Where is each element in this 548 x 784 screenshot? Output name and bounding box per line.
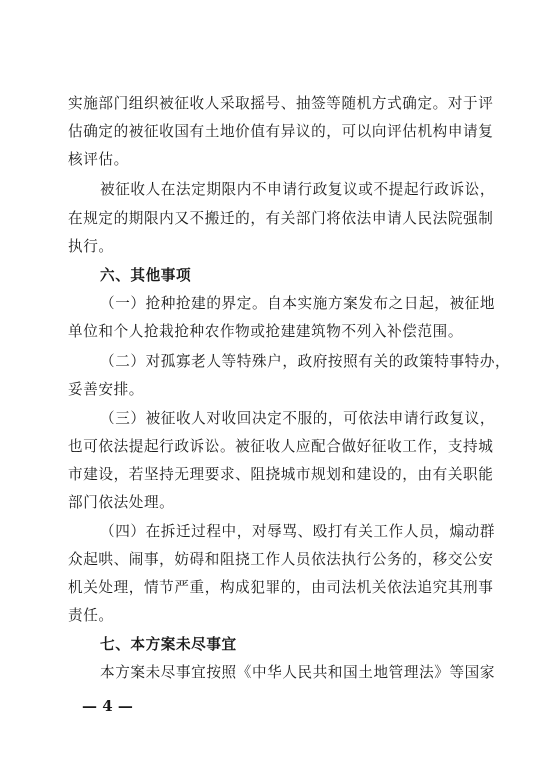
- text-line: （四）在拆迁过程中，对辱骂、殴打有关工作人员，煽动群: [100, 523, 496, 540]
- text-line: 单位和个人抢栽抢种农作物或抢建建筑物不列入补偿范围。: [68, 323, 464, 340]
- text-line: 被征收人在法定期限内不申请行政复议或不提起行政诉讼，: [100, 181, 496, 198]
- text-line: 部门依法处理。: [68, 494, 175, 511]
- text-line: 估确定的被征收国有土地价值有异议的，可以向评估机构申请复: [68, 123, 494, 140]
- text-line: 众起哄、闹事，妨碍和阻挠工作人员依法执行公务的，移交公安: [68, 551, 494, 568]
- text-line: 责任。: [68, 607, 114, 624]
- text-line: 妥善安排。: [68, 381, 144, 398]
- text-line: 也可依法提起行政诉讼。被征收人应配合做好征收工作，支持城: [68, 438, 494, 455]
- section-heading: 七、本方案未尽事宜: [100, 636, 237, 653]
- page-number: — 4 —: [82, 697, 133, 715]
- text-line: 机关处理，情节严重，构成犯罪的，由司法机关依法追究其刑事: [68, 579, 494, 596]
- text-line: 在规定的期限内又不搬迁的，有关部门将依法申请人民法院强制: [68, 210, 494, 227]
- text-line: （二）对孤寡老人等特殊户，政府按照有关的政策特事特办，: [100, 353, 511, 370]
- text-line: 核评估。: [68, 151, 129, 168]
- text-line: 市建设，若坚持无理要求、阻挠城市规划和建设的，由有关职能: [68, 466, 494, 483]
- text-line: 执行。: [68, 238, 114, 255]
- text-line: 本方案未尽事宜按照《中华人民共和国土地管理法》等国家: [100, 664, 496, 681]
- text-line: （三）被征收人对收回决定不服的，可依法申请行政复议，: [100, 410, 496, 427]
- section-heading: 六、其他事项: [100, 267, 192, 284]
- text-line: （一）抢种抢建的界定。自本实施方案发布之日起，被征地: [100, 295, 496, 312]
- text-line: 实施部门组织被征收人采取摇号、抽签等随机方式确定。对于评: [68, 95, 494, 112]
